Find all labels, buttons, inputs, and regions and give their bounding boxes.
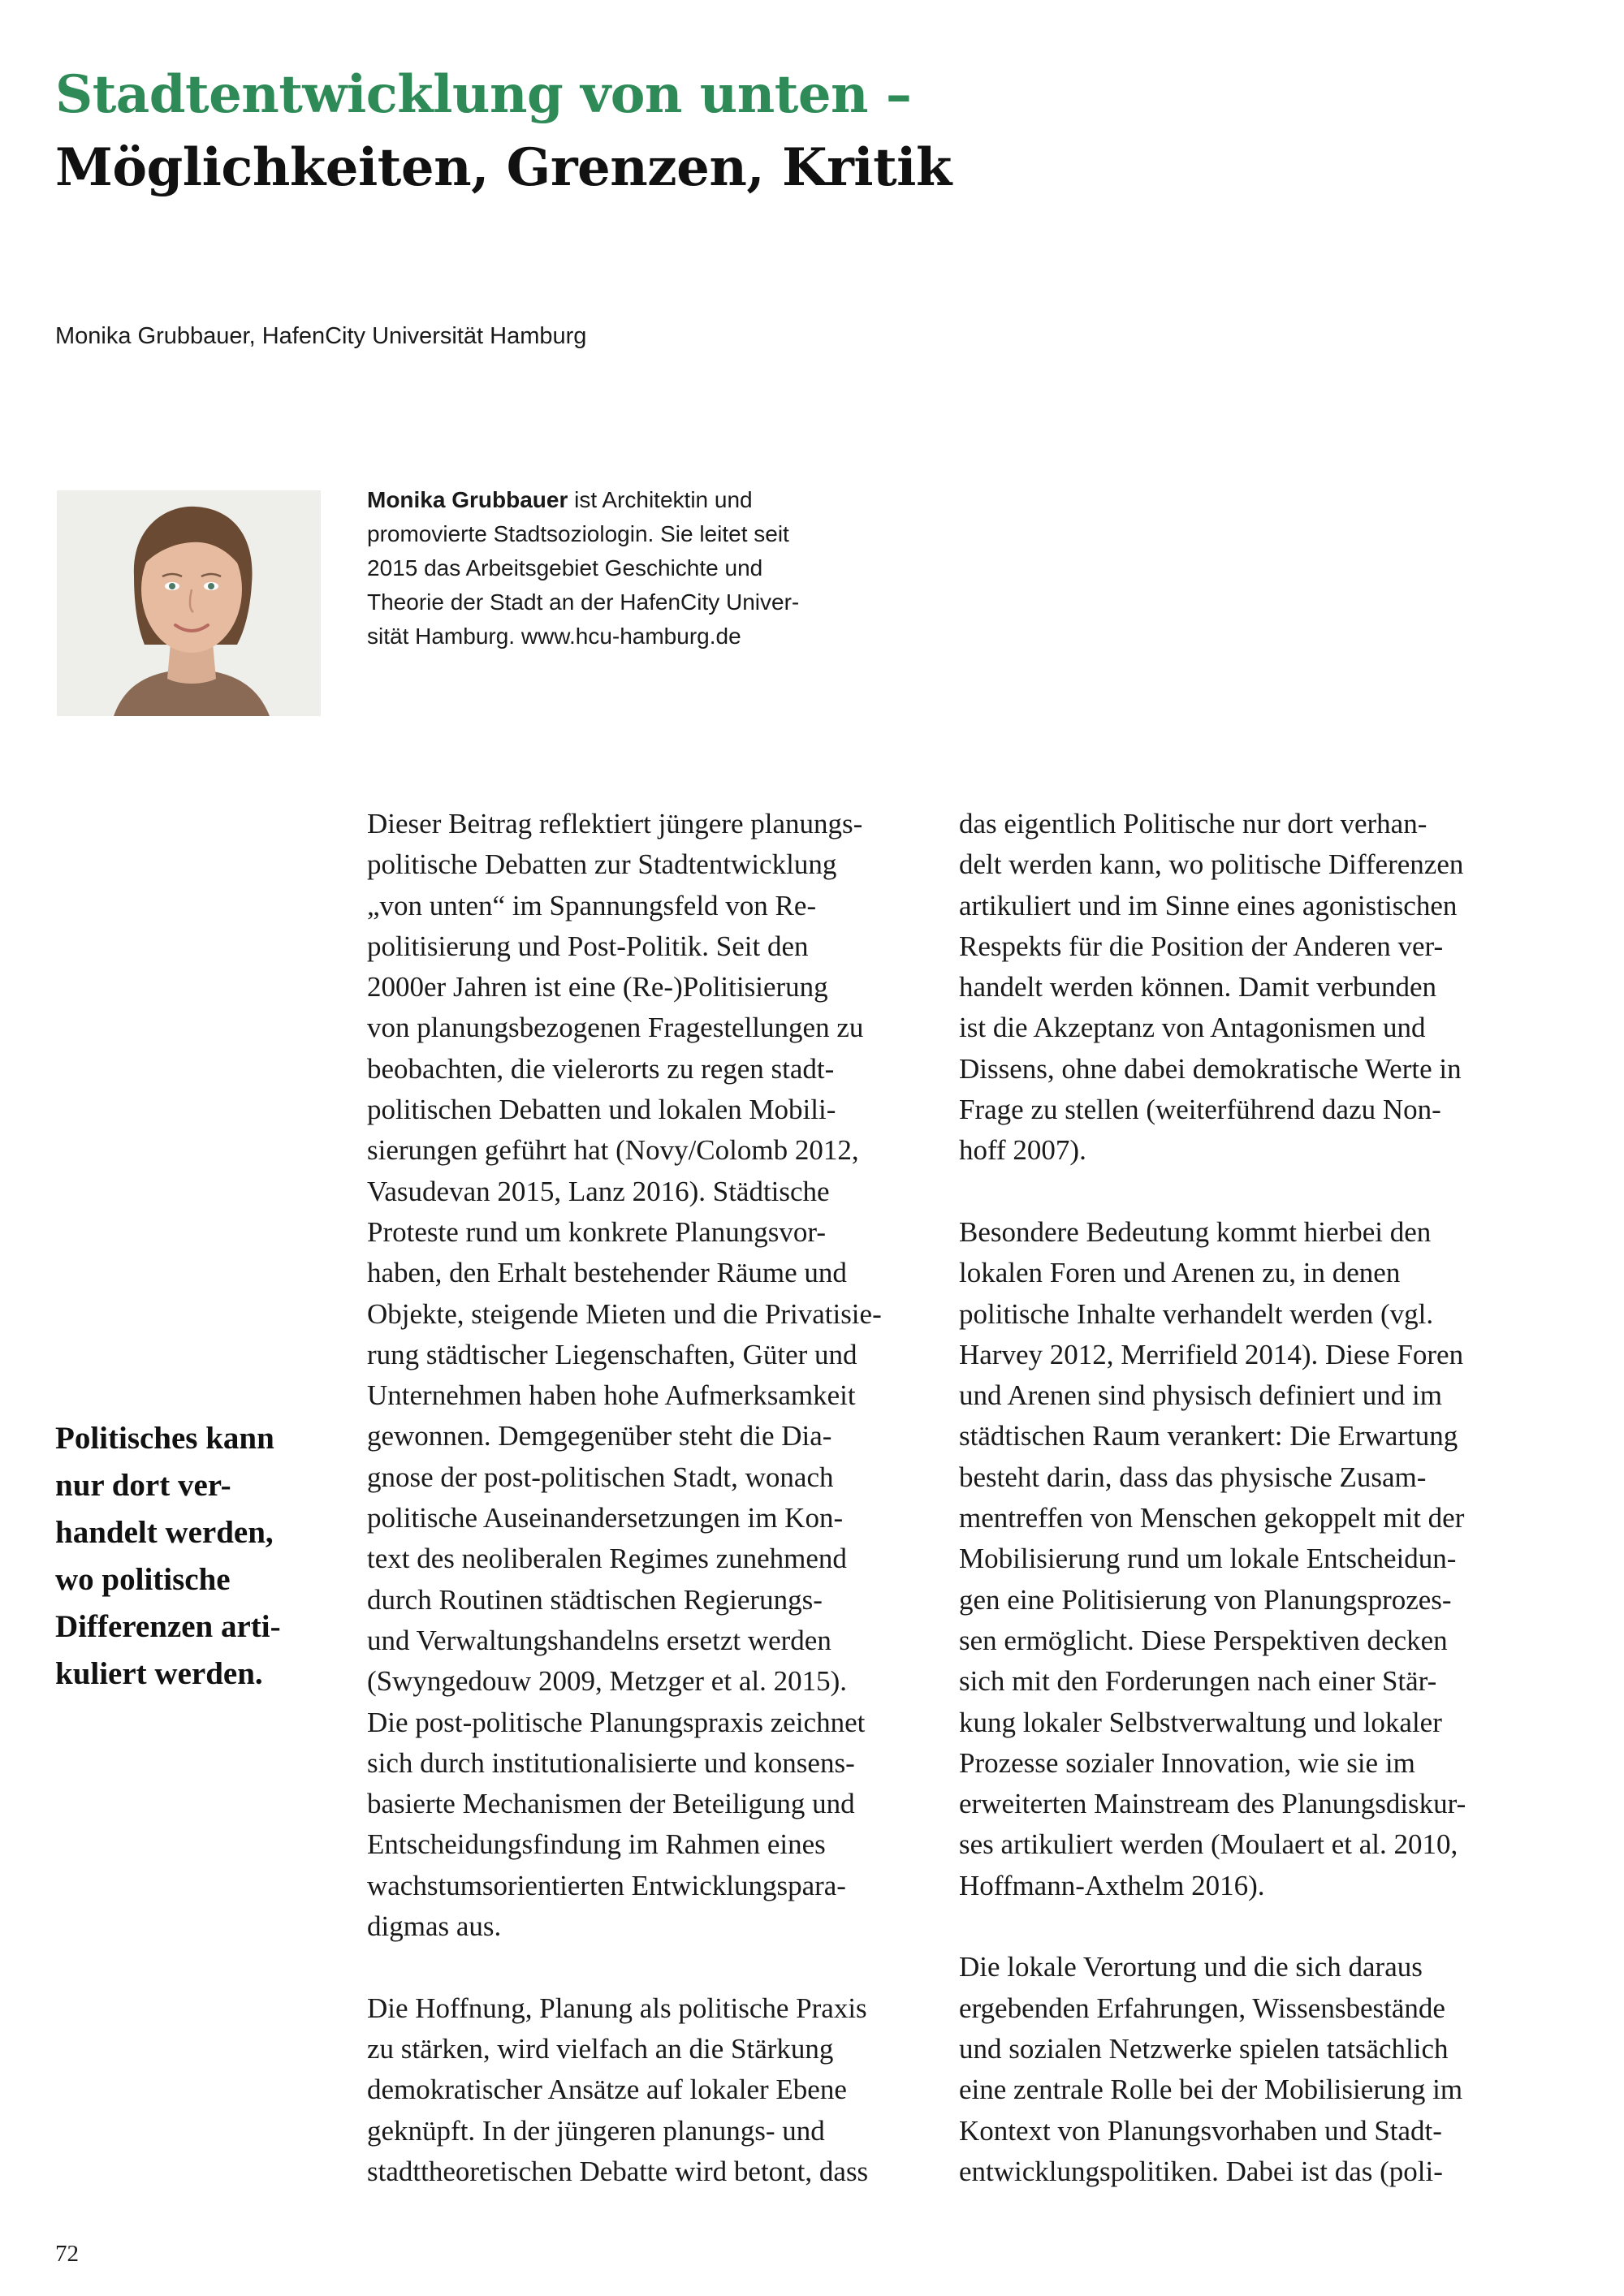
text-line: durch Routinen städtischen Regierungs- [367,1583,823,1616]
text-line: Unternehmen haben hohe Aufmerksamkeit [367,1379,856,1412]
article-title-line1: Stadtentwicklung von unten – [55,64,912,125]
text-line: und Arenen sind physisch definiert und im [959,1379,1442,1412]
text-line: gnose der post-politischen Stadt, wonach [367,1461,834,1493]
text-line: „von unten“ im Spannungsfeld von Re- [367,889,817,921]
paragraph [959,1947,1544,2192]
text-line: Harvey 2012, Merrifield 2014). Diese Foren [959,1338,1464,1370]
text-line: von planungsbezogenen Fragestellungen zu [367,1012,864,1044]
text-line: beobachten, die vielerorts zu regen stadt- [367,1052,835,1085]
text-line: (Swyngedouw 2009, Metzger et al. 2015). [367,1665,847,1698]
text-line: Besondere Bedeutung kommt hierbei den [959,1215,1432,1248]
text-line: politische Debatten zur Stadtentwicklung [367,848,837,881]
pull-quote-line: Differenzen arti- [55,1609,281,1644]
article-title-line2: Möglichkeiten, Grenzen, Kritik [55,137,952,198]
text-line: und Verwaltungshandelns ersetzt werden [367,1624,831,1656]
text-line: rung städtischer Liegenschaften, Güter und [367,1338,857,1370]
text-line: ergebenden Erfahrungen, Wissensbestände [959,1992,1445,2024]
text-line: Dieser Beitrag reflektiert jüngere planungs- [367,808,863,839]
bio-first-line [367,483,822,517]
text-line: entwicklungspolitiken. Dabei ist das (poli- [959,2155,1443,2187]
text-line: Mobilisierung rund um lokale Entscheidun- [959,1543,1457,1575]
author-bio [367,483,822,654]
text-line: stadttheoretischen Debatte wird betont, dass [367,2155,869,2187]
bio-line: Theorie der Stadt an der HafenCity Univer- [367,589,800,615]
text-line: ist die Akzeptanz von Antagonismen und [959,1012,1426,1044]
text-line: das eigentlich Politische nur dort verhan- [959,808,1427,839]
text-line: demokratischer Ansätze auf lokaler Ebene [367,2074,847,2106]
text-line: basierte Mechanismen der Beteiligung und [367,1788,855,1820]
page-number: 72 [55,2241,79,2267]
text-line: Proteste rund um konkrete Planungsvor- [367,1215,827,1248]
pull-quote-line: wo politische [55,1562,231,1597]
pull-quote-line: nur dort ver- [55,1468,231,1503]
text-line: Die Hoffnung, Planung als politische Praxis [367,1992,867,2024]
text-line: Frage zu stellen (weiterführend dazu Non- [959,1094,1441,1126]
text-line: besteht darin, dass das physische Zusam- [959,1461,1427,1493]
pull-quote-line: handelt werden, [55,1515,274,1550]
text-line: Hoffmann-Axthelm 2016). [959,1869,1265,1901]
text-line: politische Auseinandersetzungen im Kon- [367,1502,844,1534]
bio-name: Monika Grubbauer [367,487,568,512]
text-line: eine zentrale Rolle bei der Mobilisierung im [959,2074,1463,2106]
text-line: artikuliert und im Sinne eines agonistischen [959,889,1458,921]
paragraph-gap [367,1947,935,1987]
text-line: gen eine Politisierung von Planungsprozes- [959,1583,1452,1616]
text-line: sen ermöglicht. Diese Perspektiven decken [959,1624,1448,1656]
text-line: Die lokale Verortung und die sich daraus [959,1951,1423,1983]
text-line: politisierung und Post-Politik. Seit den [367,930,809,962]
text-line: mentreffen von Menschen gekoppelt mit der [959,1502,1465,1534]
text-line: delt werden kann, wo politische Differenzen [959,848,1464,881]
body-column-right [959,804,1544,2192]
pull-quote [55,1415,315,1698]
portrait-illustration [57,490,321,716]
body-column-left [367,804,935,2192]
text-line: Objekte, steigende Mieten und die Privatisie- [367,1297,882,1330]
text-line: hoff 2007). [959,1134,1086,1167]
text-line: Respekts für die Position der Anderen ver- [959,930,1444,962]
article-title [55,58,952,205]
text-line: geknüpft. In der jüngeren planungs- und [367,2114,825,2147]
text-line: Entscheidungsfindung im Rahmen eines [367,1828,826,1861]
text-line: gewonnen. Demgegenüber steht die Dia- [367,1420,832,1452]
text-line: zu stärken, wird vielfach an die Stärkung [367,2032,834,2065]
pull-quote-line: kuliert werden. [55,1656,263,1691]
bio-line: promovierte Stadtsoziologin. Sie leitet seit [367,521,789,546]
text-line: lokalen Foren und Arenen zu, in denen [959,1257,1401,1289]
paragraph [959,1212,1544,1906]
text-line: ses artikuliert werden (Moulaert et al. 2010, [959,1828,1458,1861]
author-line: Monika Grubbauer, HafenCity Universität Hamburg [55,323,587,349]
pull-quote-line: Politisches kann [55,1421,274,1456]
text-line: städtischen Raum verankert: Die Erwartung [959,1420,1458,1452]
text-line: Die post-politische Planungspraxis zeichnet [367,1706,866,1738]
bio-line: sität Hamburg. www.hcu-hamburg.de [367,624,741,649]
text-line: sich durch institutionalisierte und konsens- [367,1746,855,1779]
text-line: und sozialen Netzwerke spielen tatsächlich [959,2032,1449,2065]
text-line: handelt werden können. Damit verbunden [959,971,1437,1003]
paragraph-gap [959,1172,1544,1212]
text-line: text des neoliberalen Regimes zunehmend [367,1543,847,1575]
text-line: erweiterten Mainstream des Planungsdiskur- [959,1788,1466,1820]
paragraph-gap [959,1906,1544,1947]
portrait-photo-icon [57,490,321,716]
bio-line: 2015 das Arbeitsgebiet Geschichte und [367,555,763,580]
text-line: Vasudevan 2015, Lanz 2016). Städtische [367,1175,830,1207]
paragraph [367,804,935,1947]
text-line: Dissens, ohne dabei demokratische Werte in [959,1052,1462,1085]
text-line: Kontext von Planungsvorhaben und Stadt- [959,2114,1442,2147]
text-line: digmas aus. [367,1910,502,1943]
paragraph [959,804,1544,1172]
bio-first-line-rest: ist Architektin und [568,487,753,512]
text-line: haben, den Erhalt bestehender Räume und [367,1257,847,1289]
text-line: Prozesse sozialer Innovation, wie sie im [959,1746,1415,1779]
text-line: sich mit den Forderungen nach einer Stär- [959,1665,1437,1698]
text-line: politischen Debatten und lokalen Mobili- [367,1094,836,1126]
text-line: sierungen geführt hat (Novy/Colomb 2012, [367,1134,859,1167]
paragraph [367,1988,935,2192]
text-line: kung lokaler Selbstverwaltung und lokaler [959,1706,1442,1738]
text-line: wachstumsorientierten Entwicklungspara- [367,1869,846,1901]
text-line: 2000er Jahren ist eine (Re-)Politisierung [367,971,828,1003]
text-line: politische Inhalte verhandelt werden (vgl. [959,1297,1434,1330]
